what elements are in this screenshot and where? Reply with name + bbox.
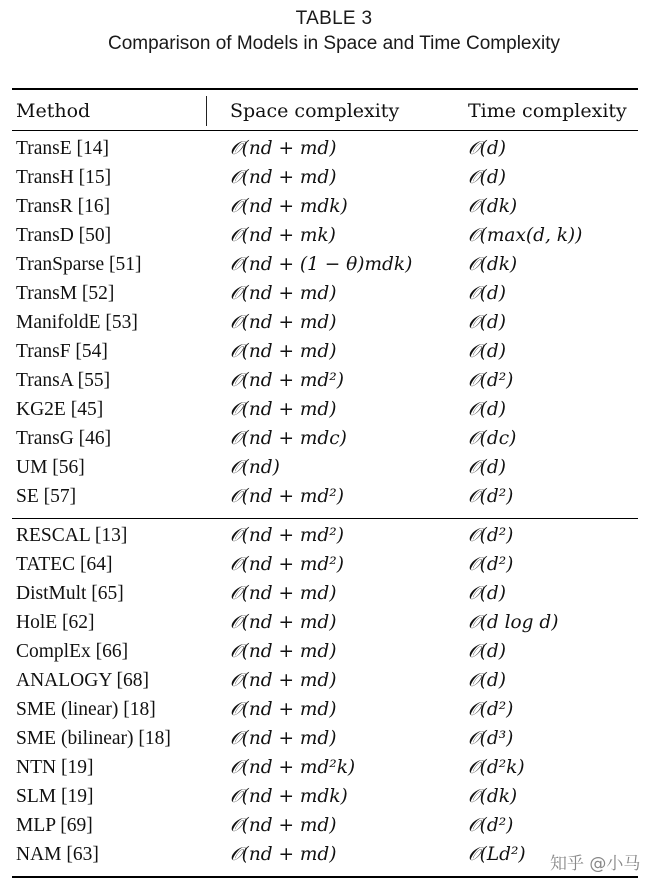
table-row	[0, 453, 668, 482]
space-complexity-cell: 𝒪(nd + md)	[230, 844, 337, 865]
method-cell: NAM [63]	[16, 844, 99, 865]
table-row	[0, 134, 668, 163]
method-cell: TATEC [64]	[16, 554, 113, 575]
table-row	[0, 695, 668, 724]
space-complexity-cell: 𝒪(nd + md)	[230, 670, 337, 691]
time-complexity-cell: 𝒪(dk)	[468, 786, 518, 807]
header-column-separator	[206, 96, 207, 126]
table-row	[0, 192, 668, 221]
method-cell: SE [57]	[16, 486, 77, 507]
space-complexity-cell: 𝒪(nd + md)	[230, 283, 337, 304]
time-complexity-cell: 𝒪(d)	[468, 341, 506, 362]
space-complexity-cell: 𝒪(nd + md)	[230, 641, 337, 662]
space-complexity-cell: 𝒪(nd + mdk)	[230, 196, 348, 217]
table-row	[0, 337, 668, 366]
space-complexity-cell: 𝒪(nd + md)	[230, 399, 337, 420]
table-row	[0, 250, 668, 279]
method-cell: MLP [69]	[16, 815, 93, 836]
table-row	[0, 424, 668, 453]
bottom-rule	[12, 876, 638, 878]
space-complexity-cell: 𝒪(nd + md²)	[230, 525, 344, 546]
group-separator-rule	[12, 518, 638, 519]
space-complexity-cell: 𝒪(nd + md²k)	[230, 757, 356, 778]
time-complexity-cell: 𝒪(dk)	[468, 196, 518, 217]
method-cell: NTN [19]	[16, 757, 94, 778]
space-complexity-cell: 𝒪(nd + mk)	[230, 225, 336, 246]
table-row	[0, 724, 668, 753]
table-row	[0, 521, 668, 550]
table-row	[0, 308, 668, 337]
space-complexity-cell: 𝒪(nd + (1 − θ)mdk)	[230, 254, 413, 275]
space-complexity-cell: 𝒪(nd + md)	[230, 138, 337, 159]
header-time-complexity: Time complexity	[468, 100, 627, 122]
method-cell: ManifoldE [53]	[16, 312, 138, 333]
space-complexity-cell: 𝒪(nd + md)	[230, 612, 337, 633]
method-cell: HolE [62]	[16, 612, 95, 633]
watermark: 知乎 @小马	[550, 854, 641, 874]
space-complexity-cell: 𝒪(nd + md²)	[230, 370, 344, 391]
header-method: Method	[16, 100, 91, 122]
time-complexity-cell: 𝒪(d²)	[468, 370, 514, 391]
header-rule	[12, 130, 638, 131]
top-rule	[12, 88, 638, 90]
table-label: TABLE 3	[295, 8, 373, 29]
time-complexity-cell: 𝒪(d²)	[468, 815, 514, 836]
method-cell: TransM [52]	[16, 283, 115, 304]
method-cell: ComplEx [66]	[16, 641, 129, 662]
space-complexity-cell: 𝒪(nd + md)	[230, 815, 337, 836]
time-complexity-cell: 𝒪(max(d, k))	[468, 225, 583, 246]
method-cell: TransF [54]	[16, 341, 108, 362]
method-cell: SME (bilinear) [18]	[16, 728, 171, 749]
space-complexity-cell: 𝒪(nd + md²)	[230, 486, 344, 507]
table-row	[0, 482, 668, 511]
table-row	[0, 753, 668, 782]
space-complexity-cell: 𝒪(nd + md)	[230, 341, 337, 362]
time-complexity-cell: 𝒪(d)	[468, 312, 506, 333]
table-row	[0, 579, 668, 608]
space-complexity-cell: 𝒪(nd + md²)	[230, 554, 344, 575]
space-complexity-cell: 𝒪(nd + md)	[230, 699, 337, 720]
method-cell: TransG [46]	[16, 428, 112, 449]
method-cell: TransR [16]	[16, 196, 111, 217]
method-cell: SLM [19]	[16, 786, 94, 807]
space-complexity-cell: 𝒪(nd + md)	[230, 312, 337, 333]
table-row	[0, 163, 668, 192]
space-complexity-cell: 𝒪(nd)	[230, 457, 280, 478]
table-row	[0, 811, 668, 840]
table-title: Comparison of Models in Space and Time Complexity	[108, 33, 560, 54]
method-cell: TransA [55]	[16, 370, 111, 391]
method-cell: TransH [15]	[16, 167, 112, 188]
time-complexity-cell: 𝒪(d²)	[468, 486, 514, 507]
time-complexity-cell: 𝒪(d)	[468, 583, 506, 604]
table-row	[0, 782, 668, 811]
method-cell: TransE [14]	[16, 138, 109, 159]
time-complexity-cell: 𝒪(d)	[468, 641, 506, 662]
space-complexity-cell: 𝒪(nd + mdk)	[230, 786, 348, 807]
method-cell: SME (linear) [18]	[16, 699, 156, 720]
method-cell: TransD [50]	[16, 225, 112, 246]
time-complexity-cell: 𝒪(dk)	[468, 254, 518, 275]
method-cell: RESCAL [13]	[16, 525, 128, 546]
method-cell: TranSparse [51]	[16, 254, 142, 275]
time-complexity-cell: 𝒪(d log d)	[468, 612, 559, 633]
table-row	[0, 279, 668, 308]
time-complexity-cell: 𝒪(d)	[468, 457, 506, 478]
time-complexity-cell: 𝒪(d)	[468, 670, 506, 691]
time-complexity-cell: 𝒪(d)	[468, 167, 506, 188]
time-complexity-cell: 𝒪(Ld²)	[468, 844, 526, 865]
method-cell: KG2E [45]	[16, 399, 104, 420]
table-row	[0, 221, 668, 250]
time-complexity-cell: 𝒪(d)	[468, 138, 506, 159]
table-row	[0, 395, 668, 424]
header-space-complexity: Space complexity	[230, 100, 400, 122]
time-complexity-cell: 𝒪(d²k)	[468, 757, 525, 778]
method-cell: ANALOGY [68]	[16, 670, 150, 691]
method-cell: DistMult [65]	[16, 583, 124, 604]
table-row	[0, 550, 668, 579]
time-complexity-cell: 𝒪(dc)	[468, 428, 517, 449]
time-complexity-cell: 𝒪(d²)	[468, 525, 514, 546]
table-row	[0, 637, 668, 666]
space-complexity-cell: 𝒪(nd + md)	[230, 583, 337, 604]
time-complexity-cell: 𝒪(d²)	[468, 554, 514, 575]
time-complexity-cell: 𝒪(d)	[468, 399, 506, 420]
table-row	[0, 366, 668, 395]
time-complexity-cell: 𝒪(d²)	[468, 699, 514, 720]
space-complexity-cell: 𝒪(nd + md)	[230, 728, 337, 749]
method-cell: UM [56]	[16, 457, 85, 478]
space-complexity-cell: 𝒪(nd + mdc)	[230, 428, 347, 449]
time-complexity-cell: 𝒪(d³)	[468, 728, 514, 749]
table-row	[0, 666, 668, 695]
table-row	[0, 608, 668, 637]
space-complexity-cell: 𝒪(nd + md)	[230, 167, 337, 188]
time-complexity-cell: 𝒪(d)	[468, 283, 506, 304]
